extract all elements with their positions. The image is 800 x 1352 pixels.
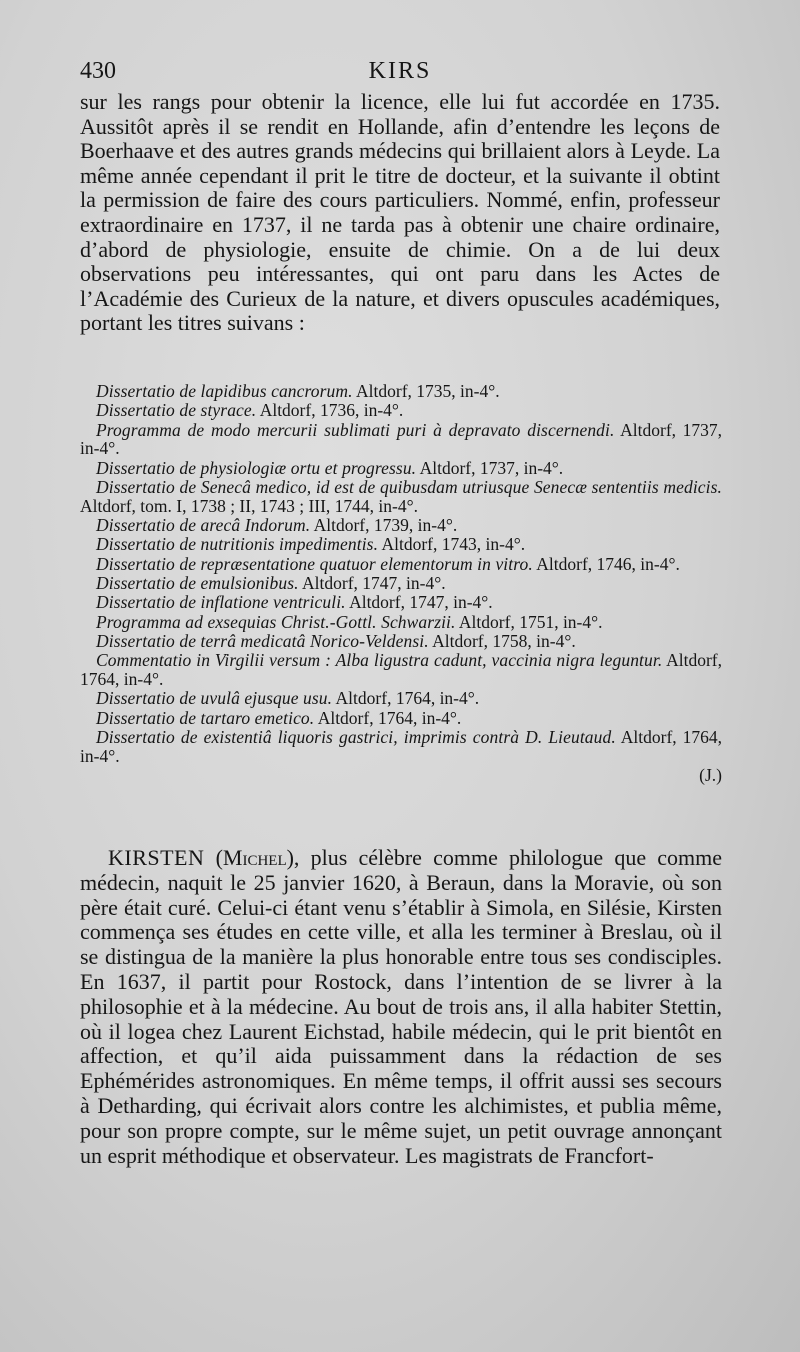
entry-imprint: Altdorf, 1739, in-4°. <box>313 515 458 536</box>
entry-title: Dissertatio de inflatione ventriculi. <box>96 592 346 613</box>
bibliography-entry <box>80 516 722 535</box>
entry-title: Dissertatio de nutritionis impedimentis. <box>96 534 379 555</box>
bibliography-list <box>80 382 722 785</box>
bibliography-entry <box>80 728 722 766</box>
entry-title: Dissertatio de terrâ medicatâ Norico-Veldensi. <box>96 630 429 651</box>
bibliography-entry <box>80 689 722 708</box>
bibliography-entry <box>80 459 722 478</box>
bibliography-entry <box>80 421 722 459</box>
entry-title: Dissertatio de emulsionibus. <box>96 572 299 593</box>
entry-imprint: Altdorf, 1751, in-4°. <box>458 611 603 632</box>
page-header <box>80 58 720 92</box>
entry-title: Dissertatio de physiologiæ ortu et progressu. <box>96 457 417 478</box>
entry-title: Programma de modo mercurii sublimati puri à depravato discernendi. <box>96 419 615 440</box>
entry-headword: KIRSTEN <box>108 845 205 870</box>
entry-imprint: Altdorf, 1747, in-4°. <box>302 572 446 593</box>
entry-imprint: Altdorf, 1737, in-4°. <box>80 419 722 459</box>
kirsten-paragraph <box>80 846 722 1168</box>
bibliography-entry <box>80 401 722 420</box>
entry-imprint: Altdorf, 1735, in-4°. <box>356 381 500 401</box>
entry-title: Dissertatio de existentiâ liquoris gastrici, imprimis contrà D. Lieutaud. <box>96 726 616 747</box>
bibliography-entry <box>80 709 722 728</box>
entry-title: Dissertatio de arecâ Indorum. <box>96 515 311 536</box>
entry-imprint: Altdorf, 1747, in-4°. <box>349 592 493 613</box>
entry-title: Dissertatio de Senecâ medico, id est de quibusdam utriusque Senecæ sententiis medicis. <box>96 476 722 497</box>
entry-imprint: Altdorf, 1746, in-4°. <box>536 553 680 574</box>
bibliography-entry <box>80 574 722 593</box>
entry-title: Commentatio in Virgilii versum : Alba ligustra cadunt, vaccinia nigra leguntur. <box>96 650 663 671</box>
bibliography-entry <box>80 555 722 574</box>
entry-imprint: Altdorf, 1736, in-4°. <box>259 400 404 421</box>
entry-imprint: Altdorf, 1764, in-4°. <box>317 707 462 728</box>
running-head: KIRS <box>368 58 432 84</box>
entry-imprint: Altdorf, 1764, in-4°. <box>335 688 480 709</box>
intro-text: sur les rangs pour obtenir la licence, elle lui fut accordée en 1735. Aussitôt après il se rendit en Hollande, afin d’entendre les leçons de Boerhaave et des autres grands médecins qui brillaient alors à Leyde. La même année cependant il prit le titre de docteur, et la suivante il obtint la permission de faire des cours particuliers. Nommé, enfin, professeur extraordinaire en 1737, il ne tarda pas à obtenir une chaire ordinaire, d’abord de physiologie, ensuite de chimie. On a de lui deux observations peu intéressantes, qui ont paru dans les Actes de l’Académie des Curieux de la nature, et divers opuscules académiques, portant les titres suivans : <box>80 89 720 336</box>
bibliography-entry <box>80 613 722 632</box>
entry-title: Dissertatio de styrace. <box>96 400 257 421</box>
intro-paragraph <box>80 90 720 336</box>
entry-title: Programma ad exsequias Christ.-Gottl. Schwarzii. <box>96 611 456 632</box>
entry-imprint: Altdorf, 1764, in-4°. <box>80 726 722 766</box>
entry-title: Dissertatio de uvulâ ejusque usu. <box>96 688 333 709</box>
kirsten-entry <box>80 846 722 1168</box>
kirsten-text: plus célèbre comme philologue que comme médecin, naquit le 25 janvier 1620, à Beraun, dans la Moravie, où son père était curé. Celui-ci étant venu s’établir à Simola, en Silésie, Kirsten commença ses études en cette ville, et alla les terminer à Breslau, où il se distingua de la manière la plus honorable entre tous ses condisciples. En 1637, il partit pour Rostock, dans l’intention de se livrer à la philosophie et à la médecine. Au bout de trois ans, il alla habiter Stettin, où il logea chez Laurent Eichstad, habile médecin, qui le prit bientôt en affection, et qu’il aida puissamment dans la rédaction de ses Ephémérides astronomiques. En même temps, il offrit aussi ses secours à Detharding, qui écrivait alors contre les alchimistes, et publia même, pour son propre compte, sur le même sujet, un petit ouvrage annonçant un esprit méthodique et observateur. Les magistrats de Francfort- <box>80 845 723 1168</box>
entry-imprint: Altdorf, 1758, in-4°. <box>432 630 576 651</box>
entry-title: Dissertatio de tartaro emetico. <box>96 707 315 728</box>
entry-title: Dissertatio de repræsentatione quatuor elementorum in vitro. <box>96 553 533 574</box>
page-number: 430 <box>80 58 116 84</box>
entry-imprint: Altdorf, 1764, in-4°. <box>80 650 722 689</box>
bibliography-entry <box>80 651 722 689</box>
entry-imprint: Altdorf, 1743, in-4°. <box>381 534 526 555</box>
entry-title: Dissertatio de lapidibus cancrorum. <box>96 381 353 401</box>
bibliography-entry <box>80 535 722 554</box>
bibliography-entry <box>80 632 722 651</box>
bibliography-entry <box>80 593 722 612</box>
bibliography-entry <box>80 382 722 401</box>
entry-forename: (Michel), <box>215 845 300 870</box>
entry-imprint: Altdorf, 1737, in-4°. <box>419 457 564 478</box>
bibliography-entry <box>80 478 722 516</box>
article-author-initial: (J.) <box>699 764 722 785</box>
entry-imprint: Altdorf, tom. I, 1738 ; II, 1743 ; III, 1744, in-4°. <box>80 495 418 516</box>
